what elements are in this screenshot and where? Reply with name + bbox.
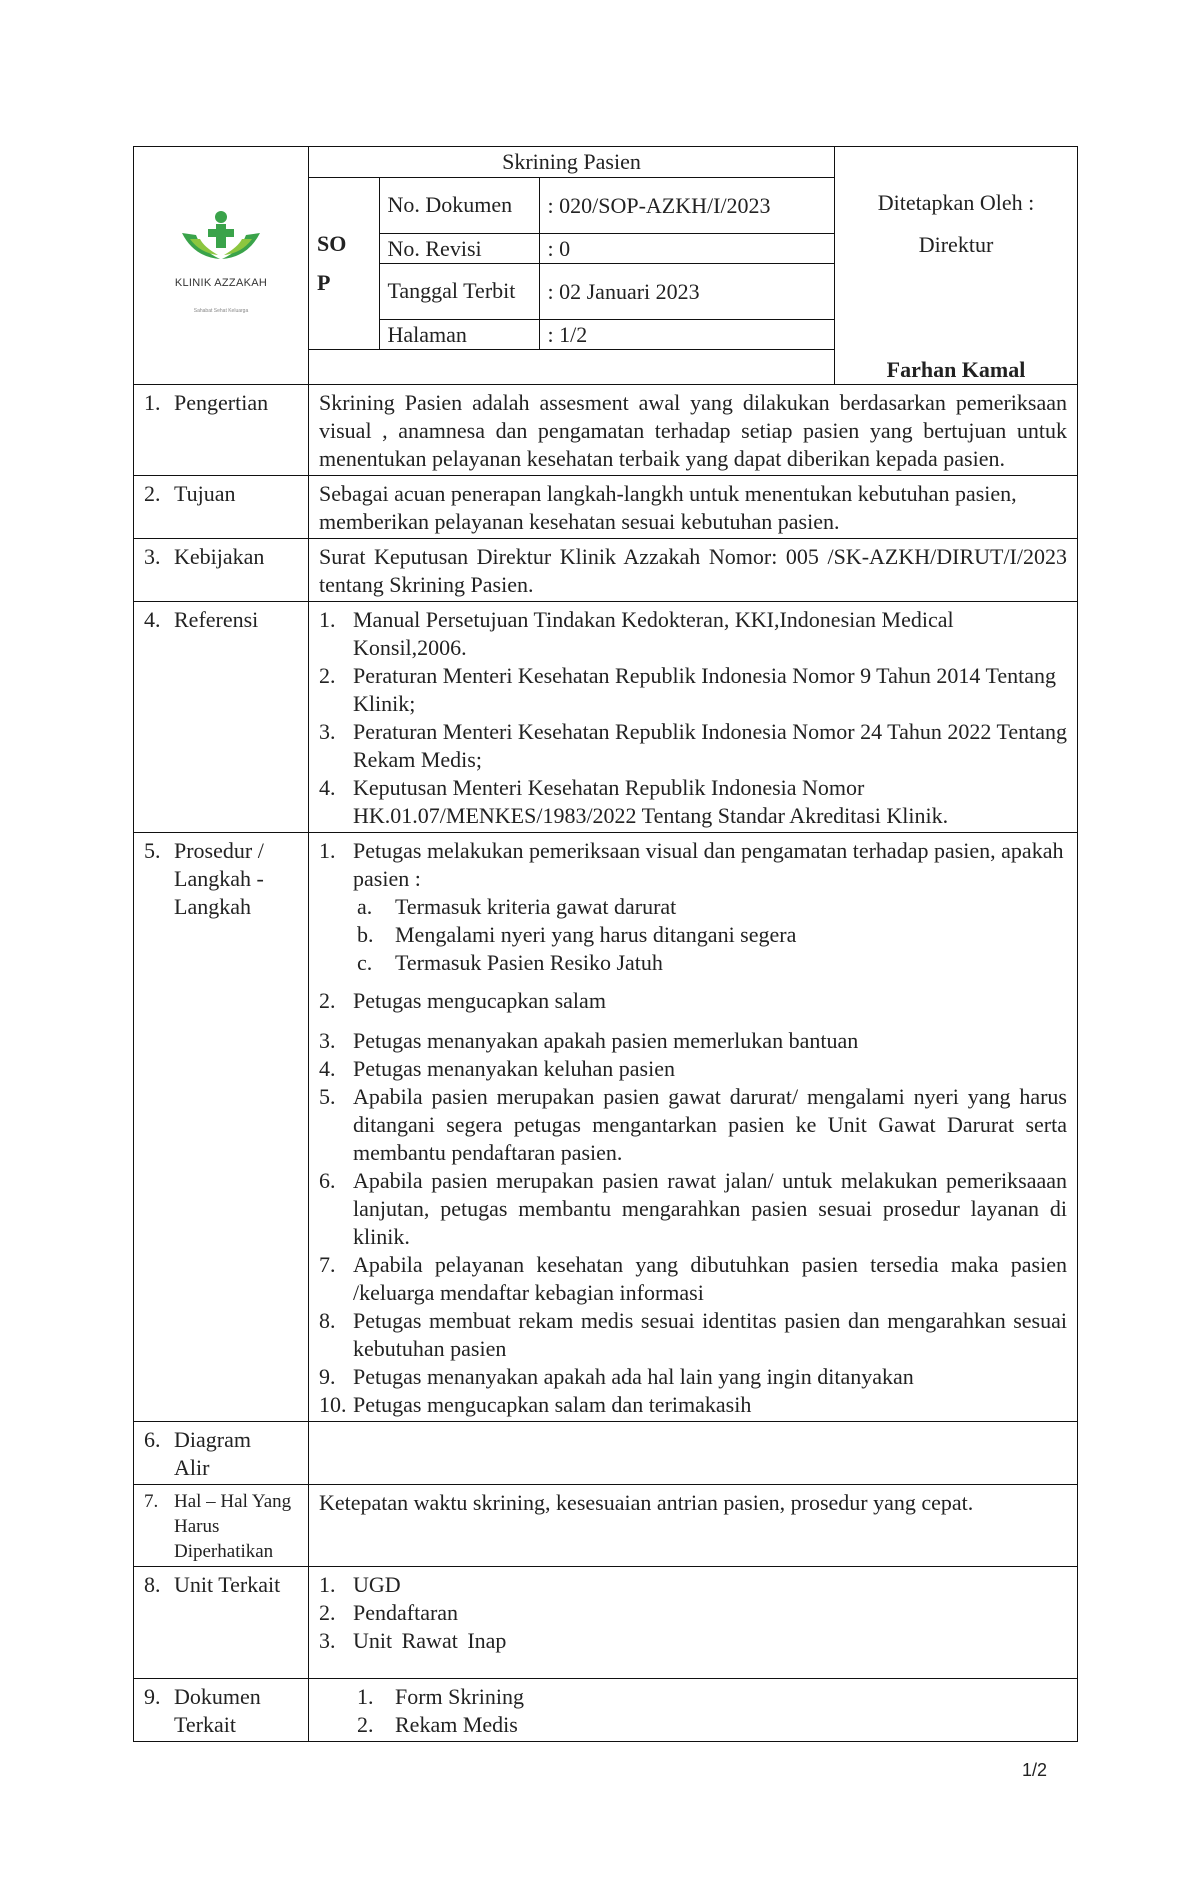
section-label: Referensi: [174, 607, 259, 632]
list-item: 3. Petugas menanyakan apakah pasien memerlukan bantuan: [319, 1028, 859, 1053]
section-label: Kebijakan: [174, 544, 265, 569]
list-item: 6. Apabila pasien merupakan pasien rawat jalan/ untuk melakukan pemeriksaaan lanjutan, petugas membantu mengarahkan pasien sesuai prosedur layanan di klinik.: [319, 1168, 1067, 1249]
list-item: 7. Apabila pelayanan kesehatan yang dibutuhkan pasien tersedia maka pasien /keluarga mendaftar kebagian informasi: [319, 1252, 1067, 1305]
section-row-unit-terkait: [134, 1567, 1078, 1679]
section-number: 5.: [144, 838, 161, 863]
section-label: Prosedur / Langkah - Langkah: [174, 838, 264, 919]
list-item: 2. Petugas mengucapkan salam: [319, 988, 606, 1013]
section-number: 4.: [144, 607, 161, 632]
section-number: 3.: [144, 544, 161, 569]
list-item: 9. Petugas menanyakan apakah ada hal lain yang ingin ditanyakan: [319, 1364, 914, 1389]
section-content: Skrining Pasien adalah assesment awal yang dilakukan berdasarkan pemeriksaan visual , anamnesa dan pengamatan terhadap setiap pasien yang bertujuan untuk menentukan pelayanan kesehatan terbaik yang dapat diberikan kepada pasien.: [309, 385, 1078, 476]
referensi-list: [319, 606, 1067, 830]
page-number: 1/2: [1022, 1760, 1048, 1780]
document-info-table: [309, 147, 834, 383]
section-number: 1.: [144, 390, 161, 415]
section-number: 7.: [144, 1491, 159, 1512]
dokumen-terkait-list: [319, 1683, 1067, 1739]
list-item: 2. Pendaftaran: [319, 1600, 459, 1625]
section-number: 9.: [144, 1684, 161, 1709]
list-item: 2. Peraturan Menteri Kesehatan Republik Indonesia Nomor 9 Tahun 2014 Tentang Klinik;: [319, 663, 1056, 716]
no-dokumen-value: : 020/SOP-AZKH/I/2023: [539, 177, 834, 233]
section-label: Diagram Alir: [174, 1427, 251, 1480]
section-content: Ketepatan waktu skrining, kesesuaian antrian pasien, prosedur yang cepat.: [309, 1485, 1078, 1567]
section-row-diagram-alir: [134, 1422, 1078, 1485]
jabatan-label: Direktur: [918, 232, 994, 257]
document-info-cell: [309, 147, 835, 385]
list-item: 8. Petugas membuat rekam medis sesuai identitas pasien dan mengarahkan sesuai kebutuhan pasien: [319, 1308, 1067, 1361]
list-item: 5. Apabila pasien merupakan pasien gawat darurat/ mengalami nyeri yang harus ditangani segera petugas mengantarkan pasien ke Unit Gawat Darurat serta membantu pendaftaran pasien.: [319, 1084, 1067, 1165]
section-row-kebijakan: [134, 539, 1078, 602]
sop-label: [309, 177, 379, 349]
list-item: 4. Petugas menanyakan keluhan pasien: [319, 1056, 675, 1081]
list-item: 3. Peraturan Menteri Kesehatan Republik Indonesia Nomor 24 Tahun 2022 Tentang Rekam Medis;: [319, 719, 1067, 772]
halaman-value: : 1/2: [539, 319, 834, 349]
section-number: 6.: [144, 1427, 161, 1452]
tanggal-terbit-value: : 02 Januari 2023: [539, 263, 834, 319]
ditetapkan-cell: [835, 147, 1078, 385]
halaman-label: Halaman: [379, 319, 539, 349]
document-info-blank: [309, 349, 834, 383]
sop-label-line-2: P: [317, 270, 331, 295]
list-item: 10. Petugas mengucapkan salam dan terimakasih: [319, 1392, 752, 1417]
no-revisi-label: No. Revisi: [379, 233, 539, 263]
list-item: 4. Keputusan Menteri Kesehatan Republik Indonesia Nomor HK.01.07/MENKES/1983/2022 Tentang Standar Akreditasi Klinik.: [319, 775, 949, 828]
prosedur-sublist: [319, 893, 1067, 977]
section-row-dokumen-terkait: [134, 1679, 1078, 1742]
list-item: 1. UGD: [319, 1572, 401, 1597]
section-label: Hal – Hal Yang Harus Diperhatikan: [174, 1491, 292, 1562]
logo-tagline: Sahabat Sehat Keluarga: [193, 307, 249, 314]
list-item: c. Termasuk Pasien Resiko Jatuh: [357, 950, 663, 975]
list-item: a. Termasuk kriteria gawat darurat: [357, 894, 677, 919]
signatory-name: Farhan Kamal: [886, 357, 1026, 382]
no-revisi-value: : 0: [539, 233, 834, 263]
section-content: Sebagai acuan penerapan langkah-langkh untuk menentukan kebutuhan pasien, memberikan pelayanan kesehatan sesuai kebutuhan pasien.: [309, 476, 1078, 539]
logo-cell: [134, 147, 309, 385]
section-row-pengertian: [134, 385, 1078, 476]
logo-name: KLINIK AZZAKAH: [174, 276, 268, 289]
clinic-logo: [134, 207, 308, 325]
section-number: 8.: [144, 1572, 161, 1597]
ditetapkan-label: Ditetapkan Oleh :: [877, 190, 1035, 215]
unit-terkait-list: [319, 1571, 1067, 1655]
section-label: Tujuan: [174, 481, 236, 506]
section-row-prosedur: [134, 833, 1078, 1422]
section-number: 2.: [144, 481, 161, 506]
section-label: Dokumen Terkait: [174, 1684, 261, 1737]
sop-label-line-1: SO: [317, 231, 347, 256]
document-title: Skrining Pasien: [309, 147, 834, 177]
section-row-referensi: [134, 602, 1078, 833]
list-item: 1. Manual Persetujuan Tindakan Kedokteran, KKI,Indonesian Medical Konsil,2006.: [319, 607, 954, 660]
section-label: Pengertian: [174, 390, 269, 415]
list-item: 1. Form Skrining: [357, 1684, 524, 1709]
section-row-hal-hal: [134, 1485, 1078, 1567]
section-row-tujuan: [134, 476, 1078, 539]
section-label: Unit Terkait: [174, 1572, 281, 1597]
list-item: 2. Rekam Medis: [357, 1712, 518, 1737]
list-item: 3. Unit Rawat Inap: [319, 1628, 507, 1653]
sop-document-table: [133, 146, 1078, 1742]
list-item: 1. Petugas melakukan pemeriksaan visual dan pengamatan terhadap pasien, apakah pasien :: [319, 838, 1064, 891]
section-content: Surat Keputusan Direktur Klinik Azzakah Nomor: 005 /SK-AZKH/DIRUT/I/2023 tentang Skrining Pasien.: [309, 539, 1078, 602]
tanggal-terbit-label: Tanggal Terbit: [379, 263, 539, 319]
prosedur-list: [319, 837, 1067, 893]
section-content-empty: [309, 1422, 1078, 1485]
list-item: b. Mengalami nyeri yang harus ditangani segera: [357, 922, 797, 947]
clinic-logo-icon: [176, 207, 266, 267]
no-dokumen-label: No. Dokumen: [379, 177, 539, 233]
